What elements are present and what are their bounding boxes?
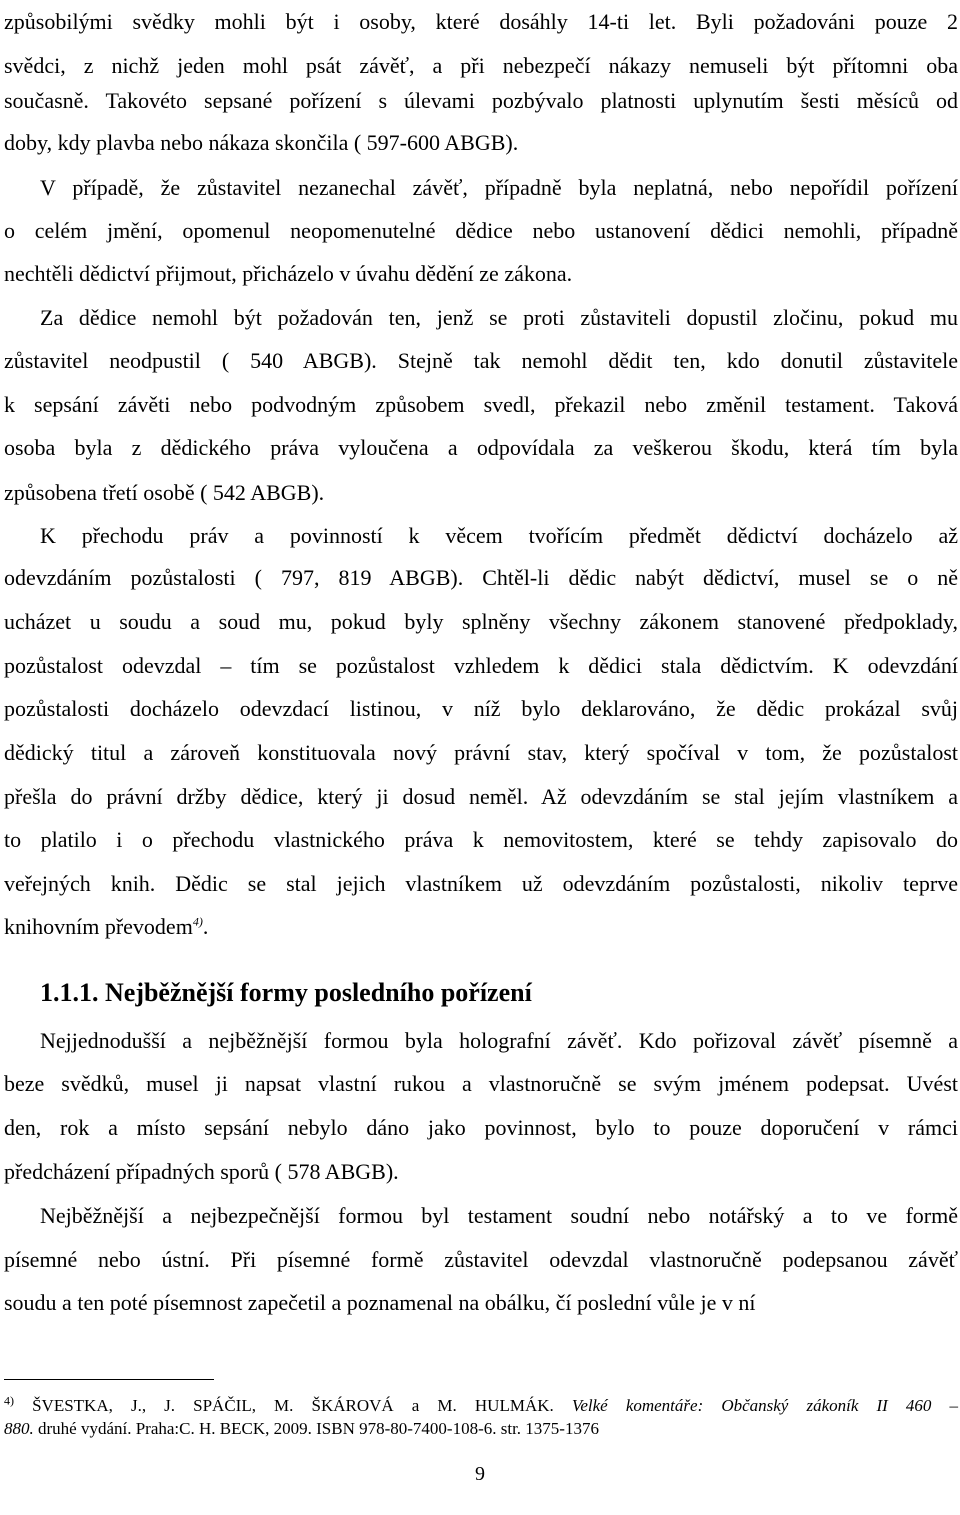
text-line: dědický titul a zároveň konstituovala nový právní stav, který spočíval v tom, že pozůstalost <box>4 740 958 765</box>
text-line: nechtěli dědictví přijmout, přicházelo v úvahu dědění ze zákona. <box>4 261 573 286</box>
footnote-title: 880. <box>4 1419 34 1438</box>
text-line: způsobena třetí osobě ( 542 ABGB). <box>4 480 325 505</box>
text-line: pozůstalosti docházelo odevzdací listinou, v níž bylo deklarováno, že dědic prokázal svůj <box>4 696 958 721</box>
section-heading: 1.1.1. Nejběžnější formy posledního pořízení <box>40 978 532 1007</box>
text-line: K přechodu práv a povinností k věcem tvořícím předmět dědictví docházelo až <box>40 523 958 548</box>
text-fragment: knihovním převodem <box>4 914 193 939</box>
text-line <box>4 912 958 942</box>
text-line: veřejných knih. Dědic se stal jejich vlastníkem už odevzdáním pozůstalosti, nikoliv teprve <box>4 871 958 896</box>
text-line: soudu a ten poté písemnost zapečetil a poznamenal na obálku, čí poslední vůle je v ní <box>4 1290 756 1315</box>
text-line: Nejjednodušší a nejběžnější formou byla holografní závěť. Kdo pořizoval závěť písemně a <box>40 1028 958 1053</box>
page-number: 9 <box>475 1463 485 1485</box>
footnote-title: Velké komentáře: Občanský zákoník II 460 – <box>571 1396 958 1415</box>
text-line: beze svědků, musel ji napsat vlastní rukou a vlastnoručně se svým jménem podepsat. Uvést <box>4 1071 958 1096</box>
text-line: doby, kdy plavba nebo nákaza skončila ( 597-600 ABGB). <box>4 130 519 155</box>
text-line: den, rok a místo sepsání nebylo dáno jako povinnost, bylo to pouze doporučení v rámci <box>4 1115 958 1140</box>
text-line: zůstavitel neodpustil ( 540 ABGB). Stejně tak nemohl dědit ten, kdo donutil zůstavitele <box>4 348 958 373</box>
footnote-mark: 4) <box>4 1393 14 1408</box>
text-line: předcházení případných sporů ( 578 ABGB). <box>4 1159 399 1184</box>
text-line: způsobilými svědky mohli být i osoby, které dosáhly 14-ti let. Byli požadováni pouze 2 <box>4 9 958 34</box>
text-fragment: . <box>202 914 209 939</box>
footnote-line <box>4 1395 958 1417</box>
text-line: odevzdáním pozůstalosti ( 797, 819 ABGB). Chtěl-li dědic nabýt dědictví, musel se o ně <box>4 565 958 590</box>
text-line: svědci, z nichž jeden mohl psát závěť, a při nebezpečí nákazy nemuseli být přítomni oba <box>4 53 958 78</box>
text-line: přešla do právní držby dědice, který ji dosud neměl. Až odevzdáním se stal jejím vlastníkem a <box>4 784 958 809</box>
footnote-text: ŠVESTKA, J., J. SPÁČIL, M. ŠKÁROVÁ a M. HULMÁK. <box>14 1396 572 1415</box>
text-line: to platilo i o přechodu vlastnického práva k nemovitostem, které se tehdy zapisovalo do <box>4 827 958 852</box>
text-line: písemné nebo ústní. Při písemné formě zůstavitel odevzdal vlastnoručně podepsanou závěť <box>4 1247 958 1272</box>
text-line: osoba byla z dědického práva vyloučena a odpovídala za veškerou škodu, která tím byla <box>4 435 958 460</box>
text-line: pozůstalost odevzdal – tím se pozůstalost vzhledem k dědici stala dědictvím. K odevzdání <box>4 653 958 678</box>
text-line: k sepsání závěti nebo podvodným způsobem svedl, překazil nebo změnil testament. Taková <box>4 392 958 417</box>
footnote-text: druhé vydání. Praha:C. H. BECK, 2009. ISBN 978-80-7400-108-6. str. 1375-1376 <box>33 1419 599 1438</box>
footnote-line <box>4 1418 958 1440</box>
text-line: současně. Takovéto sepsané pořízení s úlevami pozbývalo platnosti uplynutím šesti měsíců od <box>4 88 958 113</box>
footnote-reference[interactable]: 4) <box>192 914 203 929</box>
text-line: ucházet u soudu a soud mu, pokud byly splněny všechny zákonem stanovené předpoklady, <box>4 609 958 634</box>
footnote-separator <box>4 1379 214 1380</box>
text-line: Nejběžnější a nejbezpečnější formou byl testament soudní nebo notářský a to ve formě <box>40 1203 958 1228</box>
text-line: Za dědice nemohl být požadován ten, jenž se proti zůstaviteli dopustil zločinu, pokud mu <box>40 305 958 330</box>
text-line: V případě, že zůstavitel nezanechal závěť, případně byla neplatná, nebo nepořídil pořízení <box>40 175 958 200</box>
text-line: o celém jmění, opomenul neopomenutelné dědice nebo ustanovení dědici nemohli, případně <box>4 218 958 243</box>
